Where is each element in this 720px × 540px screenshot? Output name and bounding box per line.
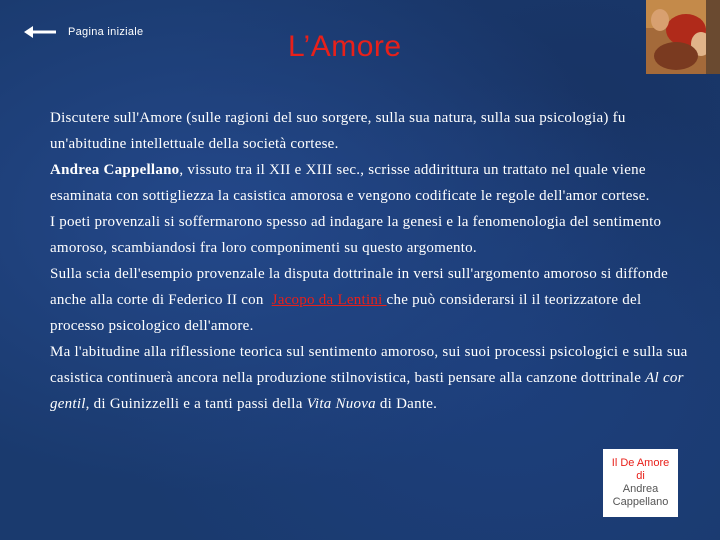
de-amore-button[interactable] — [603, 449, 678, 517]
paragraph-5-start: Ma l'abitudine alla riflessione teorica sul sentimento amoroso, sui suoi processi psicologici e sulla sua casistica continuerà ancora nella produzione stilnovistica, basti pensare alla canzone dottrinale — [50, 344, 688, 386]
jacopo-da-lentini-link[interactable]: Jacopo da Lentini — [271, 292, 387, 308]
author-name: Andrea Cappellano — [50, 162, 180, 178]
paragraph-1: Discutere sull'Amore (sulle ragioni del suo sorgere, sulla sua natura, sulla sua psicologia) fu un'abitudine intellettuale della società cortese. — [50, 110, 626, 152]
de-amore-line-3: Andrea — [622, 483, 659, 495]
de-amore-line-4: Cappellano — [612, 496, 669, 508]
al-cor-gentil-title: Al cor gentil — [50, 370, 684, 412]
paragraph-4-start: Sulla scia dell'esempio provenzale la disputa dottrinale in versi sull'argomento amoroso si diffonde anche alla corte di Federico II con — [50, 266, 669, 308]
left-arrow-icon — [22, 22, 58, 42]
painting-thumbnail — [646, 0, 720, 74]
paragraph-2: , vissuto tra il XII e XIII sec., scrisse addirittura un trattato nel quale viene esaminata con sottigliezza la casistica amorosa e vengono codificate le regole dell'amor cortese. — [50, 162, 650, 204]
back-link-home[interactable] — [22, 22, 143, 42]
back-link-label: Pagina iniziale — [68, 26, 144, 38]
paragraph-5-mid: , di Guinizzelli e a tanti passi della — [85, 396, 307, 412]
de-amore-line-1: Il De Amore — [611, 457, 670, 469]
vita-nuova-title: Vita Nuova — [306, 396, 376, 412]
paragraph-4-end: che può considerarsi il il teorizzatore del processo psicologico dell'amore. — [50, 292, 642, 334]
paragraph-5-end: di Dante. — [375, 396, 438, 412]
page-title: L’Amore — [288, 30, 402, 63]
body-text — [50, 105, 690, 417]
de-amore-line-2: di — [636, 470, 645, 482]
paragraph-3: I poeti provenzali si soffermarono spesso ad indagare la genesi e la fenomenologia del sentimento amoroso, scambiandosi fra loro componimenti su questo argomento. — [50, 214, 662, 256]
